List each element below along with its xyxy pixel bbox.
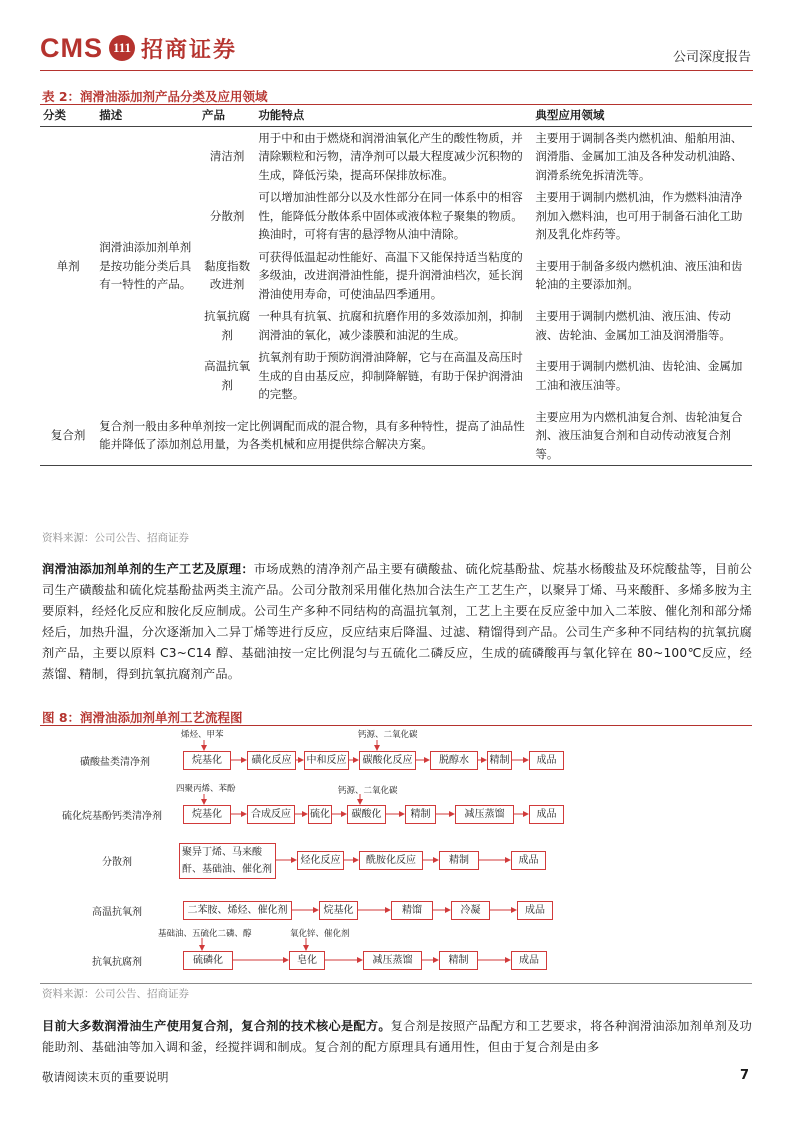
flow-step-box: 烃化反应 — [297, 851, 344, 870]
table2-title: 表 2：润滑油添加剂产品分类及应用领域 — [42, 89, 268, 104]
figure8-title: 图 8：润滑油添加剂单剂工艺流程图 — [42, 710, 243, 725]
compound-paragraph-lead: 目前大多数润滑油生产使用复合剂，复合剂的技术核心是配方。 — [42, 1019, 391, 1033]
logo-chinese-text: 招商证券 — [141, 37, 238, 63]
application-cell: 主要用于调制各类内燃机油、船舶用油、润滑脂、金属加工油及各种发动机油路、润滑系统免拆清洗等。 — [535, 130, 743, 182]
flow-row-label: 高温抗氧剂 — [92, 907, 142, 918]
flow-step-box: 成品 — [511, 851, 546, 870]
flow-step-box: 精制 — [439, 951, 478, 970]
table-header-row — [40, 105, 752, 126]
feature-cell: 抗氧剂有助于预防润滑油降解，它与在高温及高压时生成的自由基反应，抑制降解链，有助于保护润滑油的完整。 — [258, 350, 523, 401]
footer-disclaimer-note: 敬请阅读末页的重要说明 — [42, 1070, 169, 1084]
flow-step-box: 精制 — [405, 805, 436, 824]
flow-input-note: 烯烃、甲苯 — [181, 730, 224, 740]
header-features: 功能特点 — [255, 105, 532, 126]
table2-container — [40, 105, 752, 466]
flow-step-box: 碳酸化反应 — [359, 751, 416, 770]
application-cell: 主要用于调制内燃机油、齿轮油、金属加工油和液压油等。 — [535, 359, 743, 392]
flow-step-box: 减压蒸馏 — [455, 805, 514, 824]
flow-step-box: 精馏 — [391, 901, 433, 920]
table-row — [40, 126, 752, 186]
flow-row-label: 硫化烷基酚钙类清净剂 — [62, 811, 162, 822]
product-classification-table — [40, 105, 752, 466]
flow-step-box: 烷基化 — [183, 751, 231, 770]
logo-seal-icon: 111 — [109, 35, 135, 61]
flow-step-box: 成品 — [529, 751, 564, 770]
flow-step-box: 二苯胺、烯烃、催化剂 — [183, 901, 292, 920]
flow-input-note: 钙源、二氧化碳 — [338, 786, 398, 796]
product-cell: 分散剂 — [209, 208, 245, 223]
flow-step-box: 精制 — [439, 851, 479, 870]
product-cell: 清洁剂 — [209, 149, 245, 163]
header-category: 分类 — [40, 105, 96, 126]
compound-paragraph — [42, 1016, 752, 1058]
page-number: 7 — [739, 1068, 749, 1083]
flow-step-box: 皂化 — [289, 951, 325, 970]
flow-step-box: 聚异丁烯、马来酸酐、基础油、催化剂 — [179, 843, 276, 879]
figure8-bottom-rule — [40, 983, 752, 984]
flow-step-box: 酰胺化反应 — [359, 851, 423, 870]
process-paragraph-lead: 润滑油添加剂单剂的生产工艺及原理： — [42, 562, 254, 576]
application-cell: 主要用于调制内燃机油、液压油、传动液、齿轮油、金属加工油及润滑脂等。 — [535, 309, 731, 342]
header-applications: 典型应用领域 — [532, 105, 752, 126]
application-cell: 主要用于调制内燃机油，作为燃料油清净剂加入燃料油，也可用于制备石油化工助剂及乳化炸药等。 — [535, 190, 743, 241]
flow-row-label: 分散剂 — [102, 857, 132, 868]
flow-step-box: 烷基化 — [183, 805, 231, 824]
flow-step-box: 碳酸化 — [347, 805, 386, 824]
flow-step-box: 中和反应 — [304, 751, 349, 770]
feature-cell: 用于中和由于燃烧和润滑油氧化产生的酸性物质，并清除颗粒和污物，清净剂可以最大程度减少沉积物的生成，降低污染，提高环保排放标准。 — [258, 130, 523, 182]
flow-step-box: 硫化 — [308, 805, 332, 824]
flow-input-note: 钙源、二氧化碳 — [358, 730, 418, 740]
compound-description: 复合剂一般由多种单剂按一定比例调配而成的混合物，具有多种特性，提高了油品性能并降低了添加剂总用量，为各类机械和应用提供综合解决方案。 — [99, 418, 525, 452]
logo-cms-text: CMS — [40, 32, 103, 63]
flow-step-box: 硫磷化 — [183, 951, 233, 970]
company-logo — [40, 28, 237, 68]
process-paragraph-text: 市场成熟的清净剂产品主要有磺酸盐、硫化烷基酚盐、烷基水杨酸盐及环烷酸盐等，目前公司生产磺酸盐和硫化烷基酚盐两类主流产品。公司分散剂采用催化热加合法生产工艺生产，以聚异丁烯、马来酸酐、多烯多胺为主要原料，经烃化反应和胺化反应制成。公司生产多种不同结构的高温抗氧剂，工艺上主要在反应釜中加入二苯胺、催化剂和部分烯烃后，加热升温，分次逐渐加入二异丁烯等进行反应，反应结束后降温、过滤、精馏得到产品。公司生产多种不同结构的抗氧抗腐剂产品，主要以原料 C3~C14 醇、基础油按一定比例混匀与五硫化二磷反应，生成的硫磷酸再与氧化锌在 80~100℃反应，经蒸馏、精制，得到抗氧抗腐剂产品。 — [42, 562, 753, 681]
compound-paragraph-text: 复合剂是按照产品配方和工艺要求，将各种润滑油添加剂单剂及功能助剂、基础油等加入调和釜，经搅拌调和制成。复合剂的配方原理具有通用性，但由于复合剂是由多 — [42, 1019, 752, 1054]
process-paragraph — [42, 559, 752, 685]
flow-step-box: 精制 — [487, 751, 512, 770]
product-cell: 黏度指数改进剂 — [204, 258, 251, 292]
category-single: 单剂 — [56, 258, 80, 273]
header-description: 描述 — [96, 105, 199, 126]
feature-cell: 一种具有抗氧、抗腐和抗磨作用的多效添加剂，抑制润滑油的氧化，减少漆膜和油泥的生成。 — [258, 309, 523, 342]
feature-cell: 可以增加油性部分以及水性部分在同一体系中的相容性，能降低分散体系中固体或液体粒子聚集的物质。换油时，可将有害的悬浮物从油中清除。 — [258, 190, 523, 241]
flow-step-box: 烷基化 — [319, 901, 358, 920]
flow-input-note: 氧化锌、催化剂 — [290, 929, 350, 939]
flow-step-box: 磺化反应 — [247, 751, 296, 770]
flow-step-box: 成品 — [517, 901, 553, 920]
flow-step-box: 合成反应 — [247, 805, 295, 824]
flow-row-label: 磺酸盐类清净剂 — [80, 757, 150, 768]
single-description: 润滑油添加剂单剂是按功能分类后具有一特性的产品。 — [99, 240, 192, 292]
feature-cell: 可获得低温起动性能好、高温下又能保持适当粘度的多级油，改进润滑油性能，提升润滑油档次，延长润滑油使用寿命，可使油品四季通用。 — [258, 249, 523, 301]
table-row — [40, 406, 752, 466]
flow-step-box: 脱醇水 — [430, 751, 478, 770]
flow-step-box: 冷凝 — [451, 901, 490, 920]
table2-source: 资料来源：公司公告、招商证券 — [42, 532, 189, 544]
flow-step-box: 成品 — [529, 805, 564, 824]
flow-input-note: 四聚丙烯、苯酚 — [176, 784, 236, 794]
product-cell: 高温抗氧剂 — [204, 359, 251, 392]
flow-row-label: 抗氧抗腐剂 — [92, 957, 142, 968]
flow-input-note: 基础油、五硫化二磷、醇 — [158, 929, 252, 939]
header-divider — [40, 70, 753, 71]
flow-step-box: 减压蒸馏 — [363, 951, 422, 970]
application-cell: 主要用于制备多级内燃机油、液压油和齿轮油的主要添加剂。 — [535, 258, 743, 292]
process-flow-chart — [40, 724, 752, 980]
application-cell: 主要应用为内燃机油复合剂、齿轮油复合剂、液压油复合剂和自动传动液复合剂等。 — [535, 409, 743, 461]
figure8-source: 资料来源：公司公告、招商证券 — [42, 988, 189, 1000]
category-compound: 复合剂 — [50, 428, 86, 442]
product-cell: 抗氧抗腐剂 — [204, 309, 251, 342]
header-product: 产品 — [199, 105, 255, 126]
document-type: 公司深度报告 — [672, 50, 751, 65]
flow-step-box: 成品 — [511, 951, 547, 970]
